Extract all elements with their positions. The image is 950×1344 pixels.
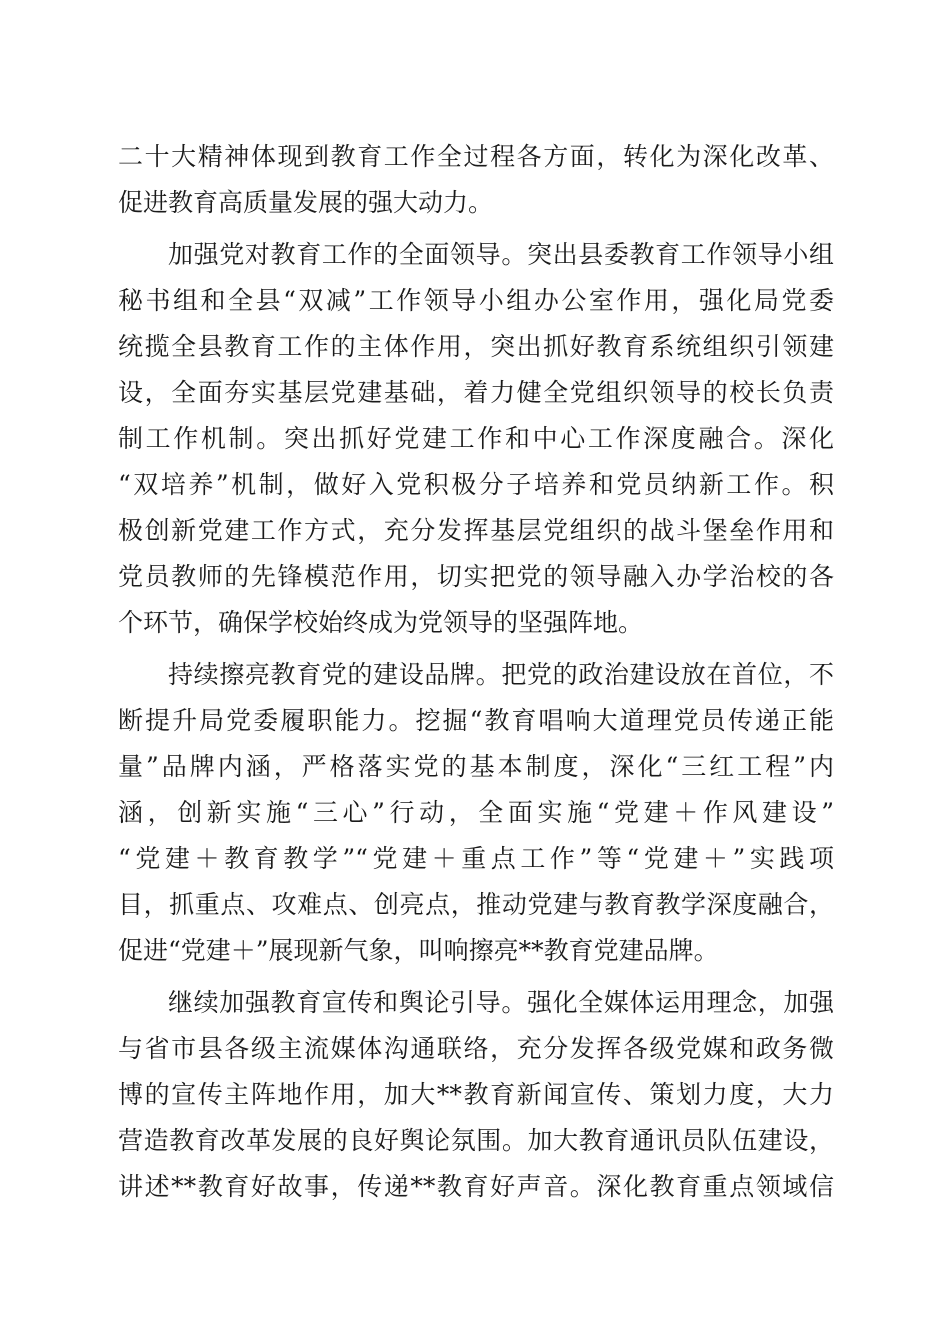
- text-line: “党建＋教育教学”“党建＋重点工作”等“党建＋”实践项: [118, 844, 834, 873]
- text-line: 党员教师的先锋模范作用，切实把党的领导融入办学治校的各: [118, 562, 834, 591]
- text-line: 博的宣传主阵地作用，加大**教育新闻宣传、策划力度，大力: [118, 1080, 834, 1109]
- text-line: 讲述**教育好故事，传递**教育好声音。深化教育重点领域信: [118, 1172, 834, 1201]
- paragraph-first-line: 持续擦亮教育党的建设品牌。把党的政治建设放在首位，不: [168, 660, 834, 689]
- text-line: 秘书组和全县“双减”工作领导小组办公室作用，强化局党委: [118, 286, 834, 315]
- text-line: 促进“党建＋”展现新气象，叫响擦亮**教育党建品牌。: [118, 936, 719, 965]
- body-text: [118, 134, 834, 1210]
- text-line: 涵，创新实施“三心”行动，全面实施“党建＋作风建设”: [118, 798, 834, 827]
- text-line: 与省市县各级主流媒体沟通联络，充分发挥各级党媒和政务微: [118, 1034, 834, 1063]
- paragraph-first-line: 加强党对教育工作的全面领导。突出县委教育工作领导小组: [168, 240, 834, 269]
- text-line: 制工作机制。突出抓好党建工作和中心工作深度融合。深化: [118, 424, 834, 453]
- text-line: 营造教育改革发展的良好舆论氛围。加大教育通讯员队伍建设，: [118, 1126, 834, 1155]
- text-line: “双培养”机制，做好入党积极分子培养和党员纳新工作。积: [118, 470, 834, 499]
- text-line: 设，全面夯实基层党建基础，着力健全党组织领导的校长负责: [118, 378, 834, 407]
- text-line: 个环节，确保学校始终成为党领导的坚强阵地。: [118, 608, 644, 637]
- paragraph-first-line: 继续加强教育宣传和舆论引导。强化全媒体运用理念，加强: [168, 988, 834, 1017]
- text-line: 二十大精神体现到教育工作全过程各方面，转化为深化改革、: [118, 142, 834, 171]
- text-line: 极创新党建工作方式，充分发挥基层党组织的战斗堡垒作用和: [118, 516, 834, 545]
- text-line: 促进教育高质量发展的强大动力。: [118, 188, 494, 217]
- text-line: 统揽全县教育工作的主体作用，突出抓好教育系统组织引领建: [118, 332, 834, 361]
- text-line: 量”品牌内涵，严格落实党的基本制度，深化“三红工程”内: [118, 752, 834, 781]
- text-line: 断提升局党委履职能力。挖掘“教育唱响大道理党员传递正能: [118, 706, 834, 735]
- text-line: 目，抓重点、攻难点、创亮点，推动党建与教育教学深度融合，: [118, 890, 834, 919]
